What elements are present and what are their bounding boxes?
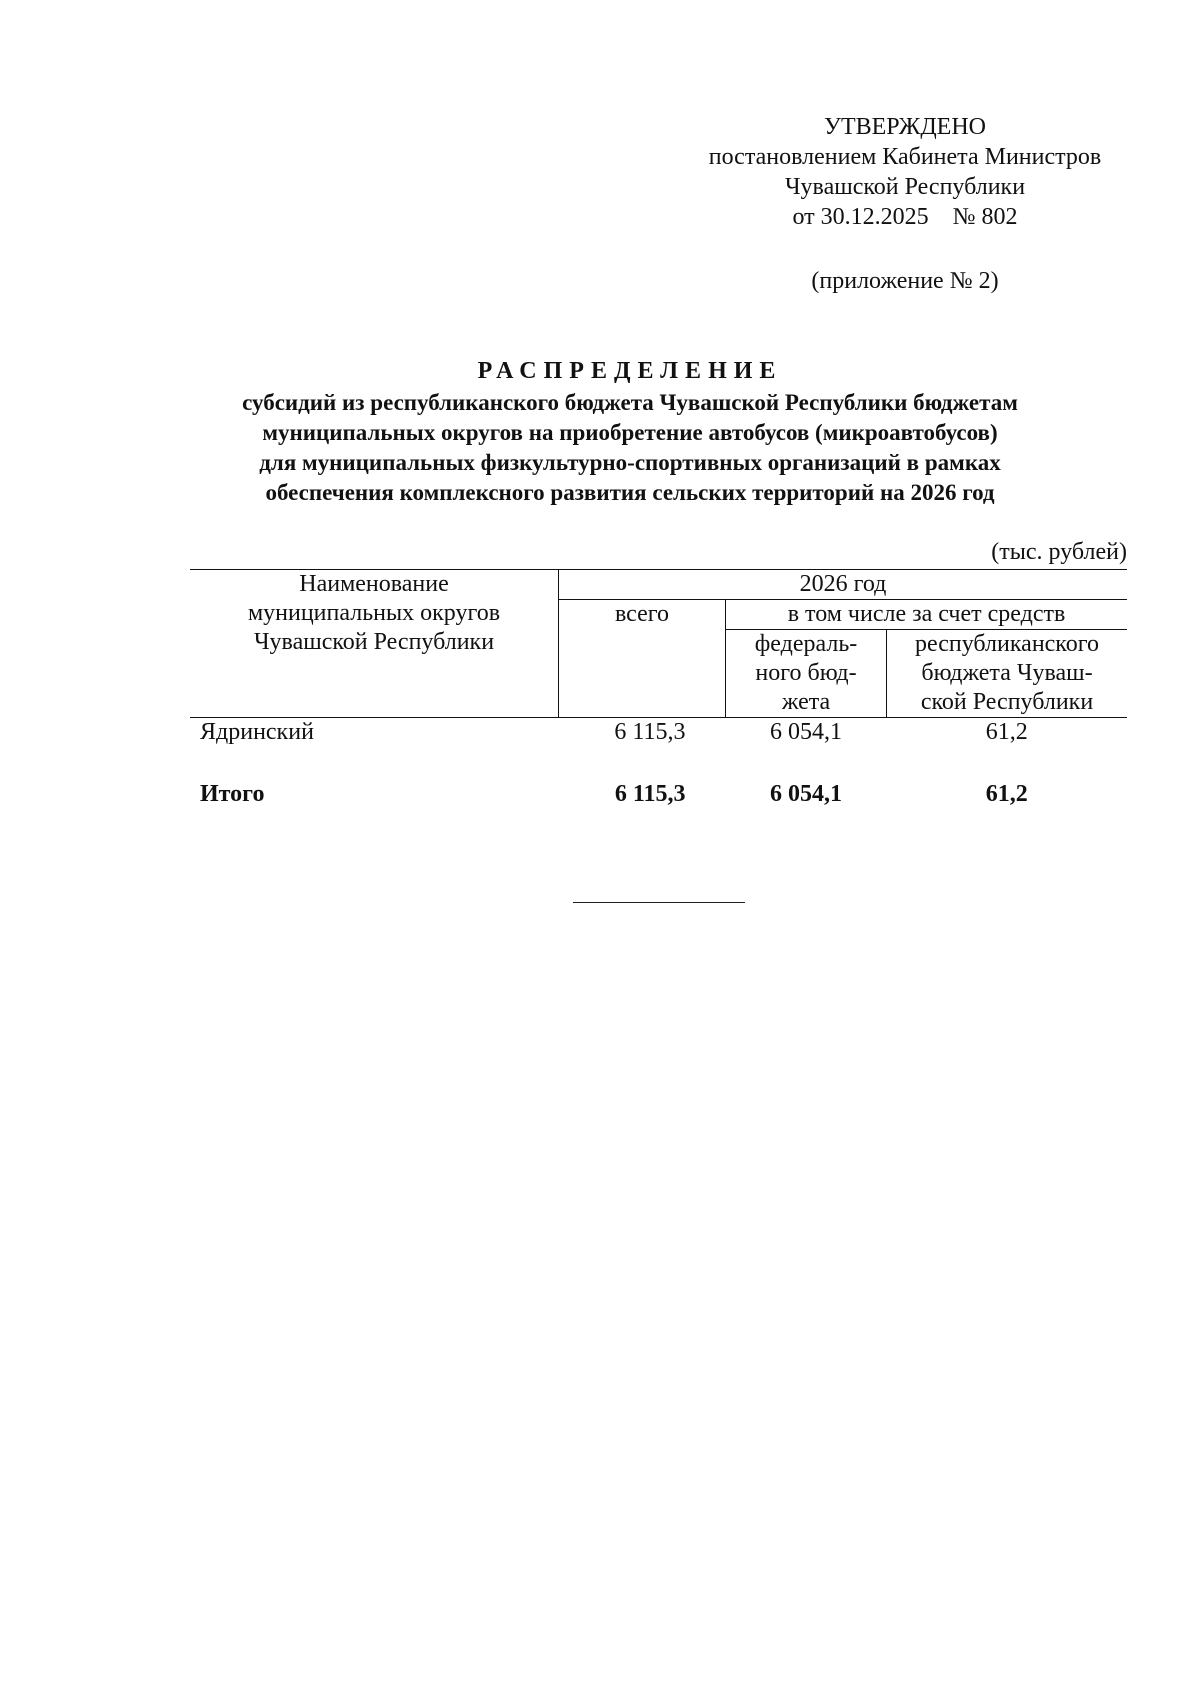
subtitle-line: субсидий из республиканского бюджета Чувашской Республики бюджетам	[242, 390, 1018, 415]
row-total-value: 6 115,3	[614, 719, 686, 745]
header-total: всего	[559, 600, 726, 718]
table-row	[190, 718, 1127, 749]
appendix-label: (приложение № 2)	[811, 268, 999, 294]
total-row-federal-value: 6 054,1	[770, 781, 842, 807]
distribution-table	[190, 569, 1127, 810]
approval-heading: УТВЕРЖДЕНО	[823, 114, 987, 140]
table-total-row	[190, 780, 1127, 810]
subtitle-line: муниципальных округов на приобретение автобусов (микроавтобусов)	[262, 420, 998, 445]
header-municipality-name: Наименование муниципальных округов Чувашской Республики	[190, 570, 559, 718]
total-row-label: Итого	[200, 781, 265, 807]
header-year: 2026 год	[559, 570, 1128, 600]
approval-date-number: от 30.12.2025 № 802	[792, 204, 1018, 230]
end-divider	[573, 902, 745, 903]
row-municipality-name: Ядринский	[200, 719, 314, 745]
approval-issuer: постановлением Кабинета Министров	[708, 144, 1102, 170]
total-row-republic-value: 61,2	[985, 781, 1028, 807]
total-row-total-value: 6 115,3	[614, 781, 686, 807]
row-republic-value: 61,2	[985, 719, 1028, 745]
subtitle-line: обеспечения комплексного развития сельских территорий на 2026 год	[265, 480, 995, 505]
document-subtitle	[190, 388, 1070, 508]
table-spacer-row	[190, 748, 1127, 780]
subtitle-line: для муниципальных физкультурно-спортивных организаций в рамках	[259, 450, 1001, 475]
row-federal-value: 6 054,1	[770, 719, 842, 745]
document-title: РАСПРЕДЕЛЕНИЕ	[477, 358, 783, 384]
header-including: в том числе за счет средств	[726, 600, 1128, 630]
approval-region: Чувашской Республики	[784, 174, 1026, 200]
header-federal-budget: федераль- ного бюд- жета	[726, 630, 887, 718]
approval-block	[660, 112, 1150, 232]
units-label: (тыс. рублей)	[991, 539, 1127, 565]
header-republic-budget: республиканского бюджета Чуваш- ской Республики	[887, 630, 1128, 718]
